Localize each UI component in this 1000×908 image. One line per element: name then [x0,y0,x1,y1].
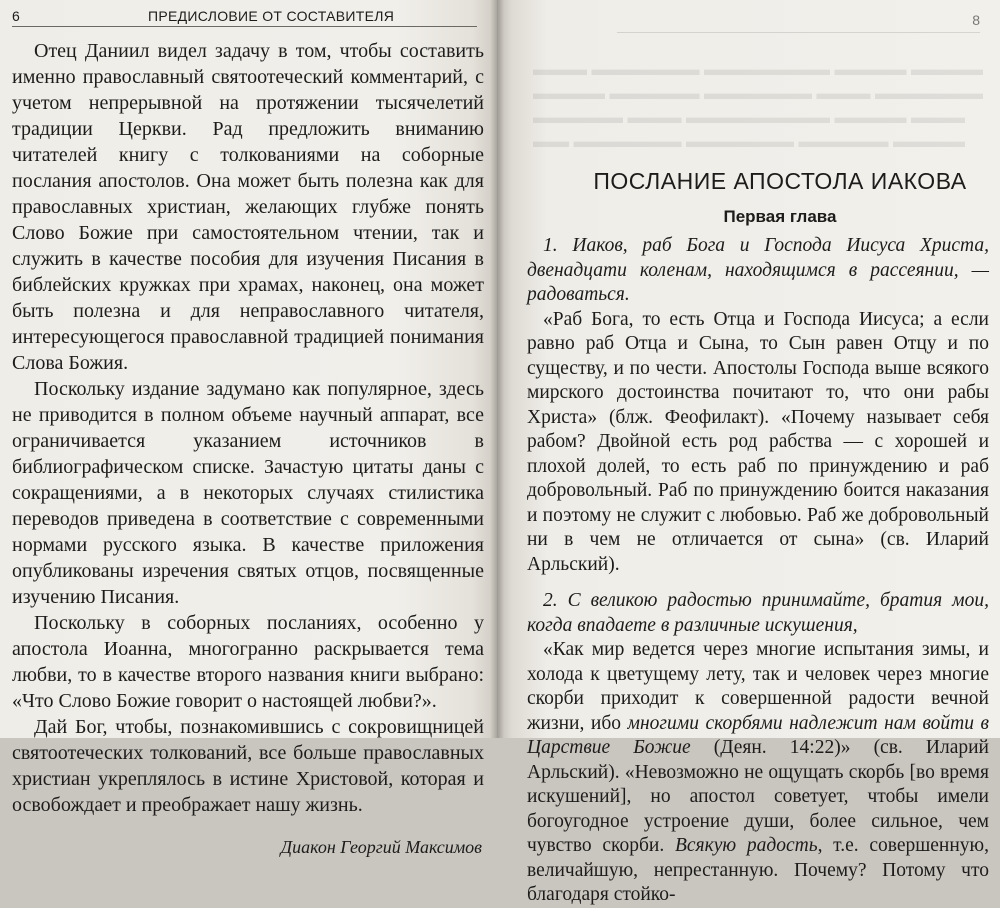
commentary-2 [527,638,989,908]
bleed-through: ▬▬▬▬ ▬▬▬▬▬ ▬▬▬▬▬▬ ▬▬▬ ▬▬▬▬▬▬ [533,83,983,103]
preface-paragraph-1: Отец Даниил видел задачу в том, чтобы составить именно православный святоотеческий комментарий, с учетом непрерывной на протяжении тысячелетий традиции Церкви. Рад предложить вниманию читателей книгу с толкованиями на соборные послания апостолов. Она может быть полезна как для православных христиан, желающих глубже понять Слово Божие при самостоятельном чтении, так и служить в качестве пособия для изучения Писания в библейских кружках при храмах, наконец, она может быть полезна и для неправославного читателя, интересующегося православной традицией понимания Слова Божия. [12,40,484,374]
epistle-title: ПОСЛАНИЕ АПОСТОЛА ИАКОВА [593,168,967,194]
verse-2: 2. С великою радостью принимайте, братия мои, когда впадаете в различные искушения, [527,590,989,636]
signature: Диакон Георгий Максимов [280,837,482,857]
commentary-2-text: , т.е. совершенную, величайшую, непрестанную. Почему? Потому что благодаря стойко- [527,835,989,905]
left-page-number: 6 [12,8,21,24]
right-running-head [617,12,980,33]
right-page [497,0,1000,905]
bleed-through: ▬▬▬ ▬▬▬▬▬▬ ▬▬▬▬▬▬▬ ▬▬▬▬ ▬▬▬▬ [533,59,983,79]
preface-paragraph-3: Поскольку в соборных посланиях, особенно у апостола Иоанна, многогранно раскрывается тема любви, то в качестве второго названия книги выбрано: «Что Слово Божие говорит о настоящей любви?». [12,612,484,712]
left-page [0,0,497,857]
commentary-2-text: «Как мир ведется через многие испытания зимы, и холода к цветущему лету, так и человек через многие скорби приходит к совершенной радости вечной жизни, ибо [527,639,989,734]
scripture-quote: Всякую радость [674,835,818,856]
running-head-title: ПРЕДИСЛОВИЕ ОТ СОСТАВИТЕЛЯ [148,8,395,24]
scripture-quote: многими скорбями надлежит нам войти в Царствие Божие [527,712,990,758]
bleed-through: ▬▬ ▬▬▬▬▬▬ ▬▬▬▬▬▬ ▬▬▬▬▬ ▬▬▬▬ [533,131,965,151]
book-gutter [490,0,504,738]
verse-1: 1. Иаков, раб Бога и Господа Иисуса Христа, двенадцати коленам, находящимся в рассеянии, — радоваться. [527,235,989,305]
commentary-1: «Раб Бога, то есть Отца и Господа Иисуса; а если равно раб Отца и Сына, то Сын равен Отцу и по существу, и по чести. Апостолы Господа выше всякого мирского достоинства почитают то, что они рабы Христа» (блж. Феофилакт). «Почему называет себя рабом? Двойной есть род рабства — с хорошей и плохой долей, то есть раб по принуждению и раб добровольный. Раб по принуждению боится наказания и поэтому не служит с любовью. Раб же добровольный ни в чем не отличается от сына» (св. Иларий Арльский). [527,308,989,575]
commentary-text [527,234,989,908]
preface-paragraph-4: Дай Бог, чтобы, познакомившись с сокровищницей святоотеческих толкований, все больше православных христиан укреплялось в истине Христовой, которая и освобождает и преображает нашу жизнь. [12,716,484,816]
preface-paragraph-2: Поскольку издание задумано как популярное, здесь не приводится в полном объеме научный аппарат, все ограничивается указанием источников в библиографическом списке. Зачастую цитаты даны с сокращениями, а в некоторых случаях стилистика переводов приведена в соответствие с современными нормами русского языка. В качестве приложения опубликованы изречения святых отцов, посвященные изучению Писания. [12,378,484,608]
bleed-through: ▬▬▬▬▬ ▬▬▬ ▬▬▬▬▬▬▬▬ ▬▬▬▬ ▬▬▬ [533,107,965,127]
right-page-number: 8 [972,12,980,28]
chapter-title: Первая глава [723,207,837,226]
preface-text [12,38,484,860]
commentary-2-text: (Деян. 14:22)» (св. Иларий Арльский). «Невозможно не ощущать скорбь [во время искушений], но апостол советует, чтобы имели богоугодное устроение души, более сильное, чем чувство скорби. [527,737,989,856]
left-running-head [12,8,477,27]
